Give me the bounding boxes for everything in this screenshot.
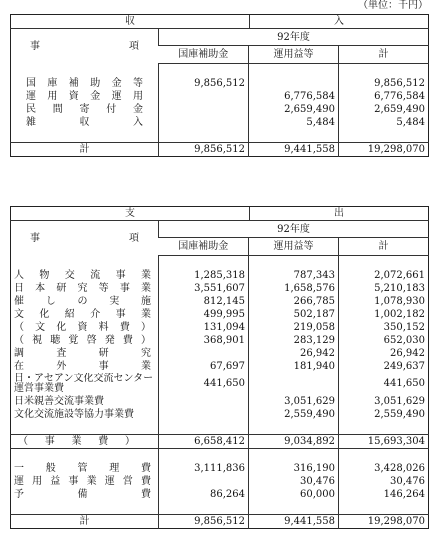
income-total-grant: 9,856,512	[159, 142, 249, 156]
expense-col-grant: 国庫補助金	[159, 238, 249, 255]
cell-grant: 812,145	[159, 295, 249, 308]
expense-total-grant: 9,856,512	[159, 514, 249, 528]
expense-row	[11, 334, 429, 347]
cell-investment: 2,659,490	[249, 103, 339, 116]
income-total-label: 計	[11, 142, 159, 156]
cell-investment: 283,129	[249, 334, 339, 347]
income-col-total: 計	[339, 46, 429, 63]
income-year-header: 92年度	[159, 29, 429, 46]
cell-total: 2,559,490	[339, 408, 429, 421]
cell-grant	[159, 103, 249, 116]
cell-grant: 86,264	[159, 488, 249, 501]
cell-grant	[159, 90, 249, 103]
cell-investment: 181,940	[249, 360, 339, 373]
expense-row	[11, 462, 429, 475]
cell-grant	[159, 475, 249, 488]
cell-investment: 219,058	[249, 321, 339, 334]
cell-investment	[249, 77, 339, 90]
expense-row	[11, 347, 429, 360]
row-label: 在外事業	[14, 360, 151, 372]
expense-total-row	[11, 514, 429, 528]
cell-grant: 67,697	[159, 360, 249, 373]
income-item-header-right: 項	[129, 40, 139, 52]
expense-subtotal-label: （事業費）	[18, 435, 135, 447]
income-col-grant: 国庫補助金	[159, 46, 249, 63]
row-label: 運用益事業運営費	[14, 475, 151, 487]
row-label: 催しの実施	[14, 295, 151, 307]
cell-grant	[159, 347, 249, 360]
expense-row	[11, 488, 429, 501]
cell-grant	[159, 116, 249, 129]
cell-investment: 6,776,584	[249, 90, 339, 103]
cell-investment: 26,942	[249, 347, 339, 360]
cell-investment: 502,187	[249, 308, 339, 321]
expense-subtotal-grant: 6,658,412	[159, 434, 249, 448]
row-label: 運用資金運用	[26, 90, 143, 102]
income-table	[10, 14, 429, 157]
cell-grant: 1,285,318	[159, 269, 249, 282]
cell-grant	[159, 395, 249, 408]
income-total-investment: 9,441,558	[249, 142, 339, 156]
income-row	[11, 103, 429, 116]
expense-year-header: 92年度	[159, 221, 429, 238]
cell-total: 3,051,629	[339, 395, 429, 408]
cell-investment: 2,559,490	[249, 408, 339, 421]
expense-item-header	[11, 221, 159, 256]
row-label: 調査研究	[14, 347, 151, 359]
expense-row	[11, 408, 429, 421]
cell-grant: 131,094	[159, 321, 249, 334]
expense-row	[11, 295, 429, 308]
cell-total: 5,484	[339, 116, 429, 129]
expense-total-total: 19,298,070	[339, 514, 429, 528]
cell-total: 3,428,026	[339, 462, 429, 475]
unit-note: （単位：千円）	[358, 0, 428, 11]
income-row	[11, 90, 429, 103]
cell-grant: 3,111,836	[159, 462, 249, 475]
cell-investment: 266,785	[249, 295, 339, 308]
cell-grant	[159, 408, 249, 421]
expense-item-header-left: 事	[30, 232, 40, 244]
expense-col-total: 計	[339, 238, 429, 255]
cell-total: 441,650	[339, 373, 429, 395]
cell-total: 350,152	[339, 321, 429, 334]
row-label: 国庫補助金等	[26, 77, 143, 89]
cell-total: 249,637	[339, 360, 429, 373]
income-row	[11, 116, 429, 129]
row-label: 文化交流施設等協力事業費	[14, 408, 134, 420]
cell-investment: 3,051,629	[249, 395, 339, 408]
income-total-row	[11, 142, 429, 156]
expense-total-investment: 9,441,558	[249, 514, 339, 528]
income-header-right: 入	[334, 16, 344, 27]
row-label: 一般管理費	[14, 462, 151, 474]
row-label: 雑収入	[26, 116, 143, 128]
cell-total: 146,264	[339, 488, 429, 501]
row-label: 人物交流事業	[14, 269, 151, 281]
income-item-header-left: 事	[30, 40, 40, 52]
cell-grant: 499,995	[159, 308, 249, 321]
cell-total: 2,072,661	[339, 269, 429, 282]
expense-col-investment: 運用益等	[249, 238, 339, 255]
expense-subtotal-row	[11, 434, 429, 448]
cell-total: 30,476	[339, 475, 429, 488]
cell-investment: 30,476	[249, 475, 339, 488]
row-label: 文化紹介事業	[14, 308, 151, 320]
cell-grant: 3,551,607	[159, 282, 249, 295]
cell-investment: 1,658,576	[249, 282, 339, 295]
expense-header-left: 支	[11, 207, 250, 220]
cell-investment	[249, 373, 339, 395]
cell-investment: 5,484	[249, 116, 339, 129]
cell-total: 1,002,182	[339, 308, 429, 321]
cell-total: 5,210,183	[339, 282, 429, 295]
expense-item-header-right: 項	[129, 232, 139, 244]
cell-grant: 9,856,512	[159, 77, 249, 90]
cell-total: 1,078,930	[339, 295, 429, 308]
expense-row	[11, 282, 429, 295]
income-col-investment: 運用益等	[249, 46, 339, 63]
income-item-header	[11, 29, 159, 64]
row-label: 民間寄付金	[26, 103, 143, 115]
cell-grant: 441,650	[159, 373, 249, 395]
expense-row	[11, 269, 429, 282]
expense-header-right: 出	[334, 208, 344, 219]
expense-row	[11, 360, 429, 373]
cell-total: 652,030	[339, 334, 429, 347]
expense-row	[11, 321, 429, 334]
row-label: 日本研究等事業	[14, 282, 151, 294]
row-label: 日・アセアン文化交流センター運営事業費	[14, 372, 154, 394]
expense-row	[11, 373, 429, 395]
expense-row	[11, 395, 429, 408]
cell-investment: 787,343	[249, 269, 339, 282]
cell-total: 26,942	[339, 347, 429, 360]
income-total-total: 19,298,070	[339, 142, 429, 156]
expense-subtotal-investment: 9,034,892	[249, 434, 339, 448]
cell-grant: 368,901	[159, 334, 249, 347]
expense-subtotal-total: 15,693,304	[339, 434, 429, 448]
row-label: 日米親善交流事業費	[14, 395, 104, 407]
cell-total: 6,776,584	[339, 90, 429, 103]
row-label: 予備費	[14, 488, 151, 500]
expense-table	[10, 206, 429, 529]
expense-row	[11, 475, 429, 488]
income-header-left: 収	[11, 15, 250, 28]
cell-investment: 60,000	[249, 488, 339, 501]
cell-total: 9,856,512	[339, 77, 429, 90]
income-row	[11, 77, 429, 90]
expense-total-label: 計	[11, 514, 159, 528]
cell-investment: 316,190	[249, 462, 339, 475]
expense-row	[11, 308, 429, 321]
row-label: （文化資料費）	[14, 321, 151, 333]
cell-total: 2,659,490	[339, 103, 429, 116]
row-label: （視聴覚啓発費）	[14, 334, 151, 346]
